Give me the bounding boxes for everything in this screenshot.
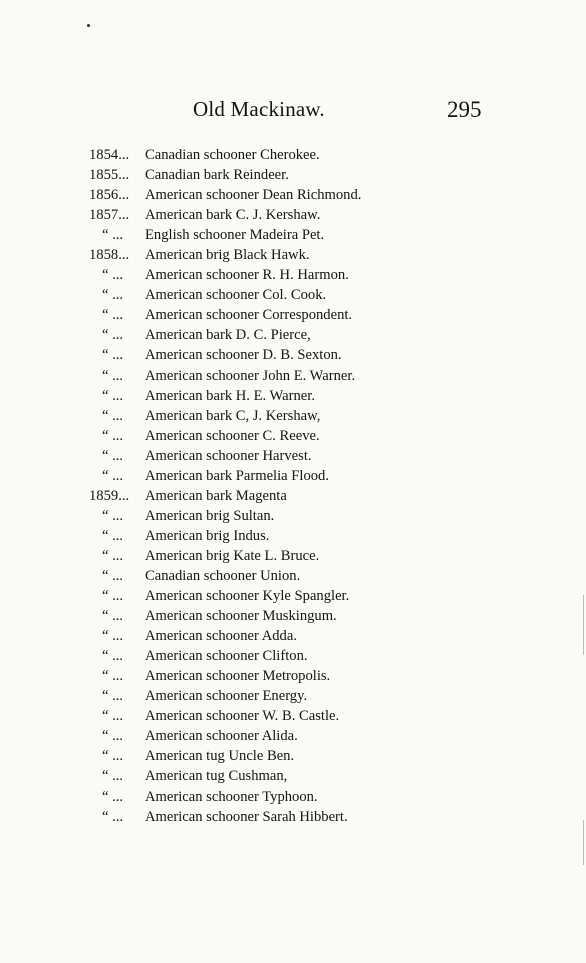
list-item bbox=[0, 486, 586, 506]
entry-year: “ ... bbox=[102, 467, 124, 484]
entry-vessel: American bark H. E. Warner. bbox=[145, 387, 315, 404]
list-item bbox=[0, 766, 586, 786]
entry-year: “ ... bbox=[102, 768, 124, 785]
list-item bbox=[0, 205, 586, 225]
entry-vessel: American bark Parmelia Flood. bbox=[145, 467, 329, 484]
list-item bbox=[0, 325, 586, 345]
list-item bbox=[0, 245, 586, 265]
entry-vessel: American schooner John E. Warner. bbox=[145, 367, 356, 384]
entry-vessel: American schooner C. Reeve. bbox=[145, 427, 320, 444]
entry-year: “ ... bbox=[102, 588, 124, 605]
entry-vessel: American bark D. C. Pierce, bbox=[145, 327, 311, 344]
entry-year: “ ... bbox=[102, 688, 124, 705]
entry-year: “ ... bbox=[102, 427, 124, 444]
entry-vessel: American schooner Adda. bbox=[145, 628, 297, 645]
page-number: 295 bbox=[447, 97, 482, 122]
scan-edge-mark bbox=[583, 595, 584, 655]
entry-vessel: American brig Indus. bbox=[145, 527, 270, 544]
entry-year: “ ... bbox=[102, 347, 124, 364]
list-item bbox=[0, 706, 586, 726]
entry-year: “ ... bbox=[102, 267, 124, 284]
entry-vessel: American schooner Col. Cook. bbox=[145, 287, 327, 304]
entry-year: “ ... bbox=[102, 608, 124, 625]
entry-year: 1855... bbox=[89, 167, 130, 184]
list-item bbox=[0, 586, 586, 606]
entry-year: 1857... bbox=[89, 207, 130, 224]
scan-edge-mark bbox=[583, 820, 584, 865]
list-item bbox=[0, 345, 586, 365]
entry-year: “ ... bbox=[102, 728, 124, 745]
list-item bbox=[0, 807, 586, 827]
entry-vessel: American schooner Alida. bbox=[145, 728, 298, 745]
list-item bbox=[0, 225, 586, 245]
entry-year: “ ... bbox=[102, 527, 124, 544]
entry-vessel: American schooner W. B. Castle. bbox=[145, 708, 340, 725]
entry-vessel: American brig Sultan. bbox=[145, 507, 275, 524]
entry-vessel: American tug Cushman, bbox=[145, 768, 288, 785]
entry-vessel: American bark C. J. Kershaw. bbox=[145, 207, 321, 224]
entry-year: “ ... bbox=[102, 547, 124, 564]
entry-year: “ ... bbox=[102, 327, 124, 344]
list-item bbox=[0, 526, 586, 546]
entry-year: 1859... bbox=[89, 487, 130, 504]
entry-vessel: American schooner Metropolis. bbox=[145, 668, 331, 685]
list-item bbox=[0, 506, 586, 526]
list-item bbox=[0, 546, 586, 566]
entry-vessel: American schooner Correspondent. bbox=[145, 307, 353, 324]
entry-vessel: American brig Kate L. Bruce. bbox=[145, 547, 320, 564]
list-item bbox=[0, 446, 586, 466]
entry-vessel: American schooner R. H. Harmon. bbox=[145, 267, 349, 284]
entry-year: “ ... bbox=[102, 287, 124, 304]
entry-vessel: American brig Black Hawk. bbox=[145, 247, 310, 264]
entry-vessel: American schooner Muskingum. bbox=[145, 608, 337, 625]
entry-year: “ ... bbox=[102, 668, 124, 685]
list-item bbox=[0, 285, 586, 305]
entry-year: “ ... bbox=[102, 387, 124, 404]
entry-vessel: American schooner Clifton. bbox=[145, 648, 308, 665]
entry-vessel: American schooner Dean Richmond. bbox=[145, 187, 362, 204]
entry-year: “ ... bbox=[102, 648, 124, 665]
entry-year: “ ... bbox=[102, 628, 124, 645]
entry-year: “ ... bbox=[102, 367, 124, 384]
shipwreck-list bbox=[0, 145, 586, 827]
entry-vessel: Canadian schooner Cherokee. bbox=[145, 147, 320, 163]
entry-vessel: American schooner Harvest. bbox=[145, 447, 312, 464]
entry-vessel: American bark C, J. Kershaw, bbox=[145, 407, 321, 424]
list-item bbox=[0, 406, 586, 426]
list-item bbox=[0, 185, 586, 205]
entry-year: 1858... bbox=[89, 247, 130, 264]
entry-vessel: American schooner Sarah Hibbert. bbox=[145, 808, 348, 825]
entry-vessel: English schooner Madeira Pet. bbox=[145, 227, 325, 244]
list-item bbox=[0, 746, 586, 766]
page-header bbox=[0, 97, 586, 127]
entry-vessel: American bark Magenta bbox=[145, 487, 287, 504]
list-item bbox=[0, 606, 586, 626]
entry-year: “ ... bbox=[102, 447, 124, 464]
entry-year: “ ... bbox=[102, 748, 124, 765]
running-title: Old Mackinaw. bbox=[193, 97, 325, 121]
entry-vessel: American schooner Typhoon. bbox=[145, 788, 318, 805]
entry-vessel: American schooner Energy. bbox=[145, 688, 308, 705]
list-item bbox=[0, 386, 586, 406]
list-item bbox=[0, 646, 586, 666]
entry-year: 1856... bbox=[89, 187, 130, 204]
entry-year: “ ... bbox=[102, 808, 124, 825]
entry-year: 1854... bbox=[89, 147, 130, 163]
entry-vessel: American schooner Kyle Spangler. bbox=[145, 588, 350, 605]
entry-vessel: Canadian schooner Union. bbox=[145, 567, 301, 584]
entry-vessel: American tug Uncle Ben. bbox=[145, 748, 295, 765]
list-item bbox=[0, 366, 586, 386]
list-item bbox=[0, 787, 586, 807]
entry-year: “ ... bbox=[102, 227, 124, 244]
entry-year: “ ... bbox=[102, 407, 124, 424]
entry-year: “ ... bbox=[102, 567, 124, 584]
list-item bbox=[0, 726, 586, 746]
entry-vessel: American schooner D. B. Sexton. bbox=[145, 347, 342, 364]
entry-vessel: Canadian bark Reindeer. bbox=[145, 167, 289, 184]
list-item bbox=[0, 566, 586, 586]
list-item bbox=[0, 145, 586, 165]
list-item bbox=[0, 686, 586, 706]
list-item bbox=[0, 165, 586, 185]
entry-year: “ ... bbox=[102, 307, 124, 324]
entry-year: “ ... bbox=[102, 708, 124, 725]
list-item bbox=[0, 466, 586, 486]
list-item bbox=[0, 265, 586, 285]
entry-year: “ ... bbox=[102, 788, 124, 805]
list-item bbox=[0, 305, 586, 325]
list-item bbox=[0, 426, 586, 446]
list-item bbox=[0, 666, 586, 686]
entry-year: “ ... bbox=[102, 507, 124, 524]
ink-speck bbox=[87, 24, 90, 27]
list-item bbox=[0, 626, 586, 646]
